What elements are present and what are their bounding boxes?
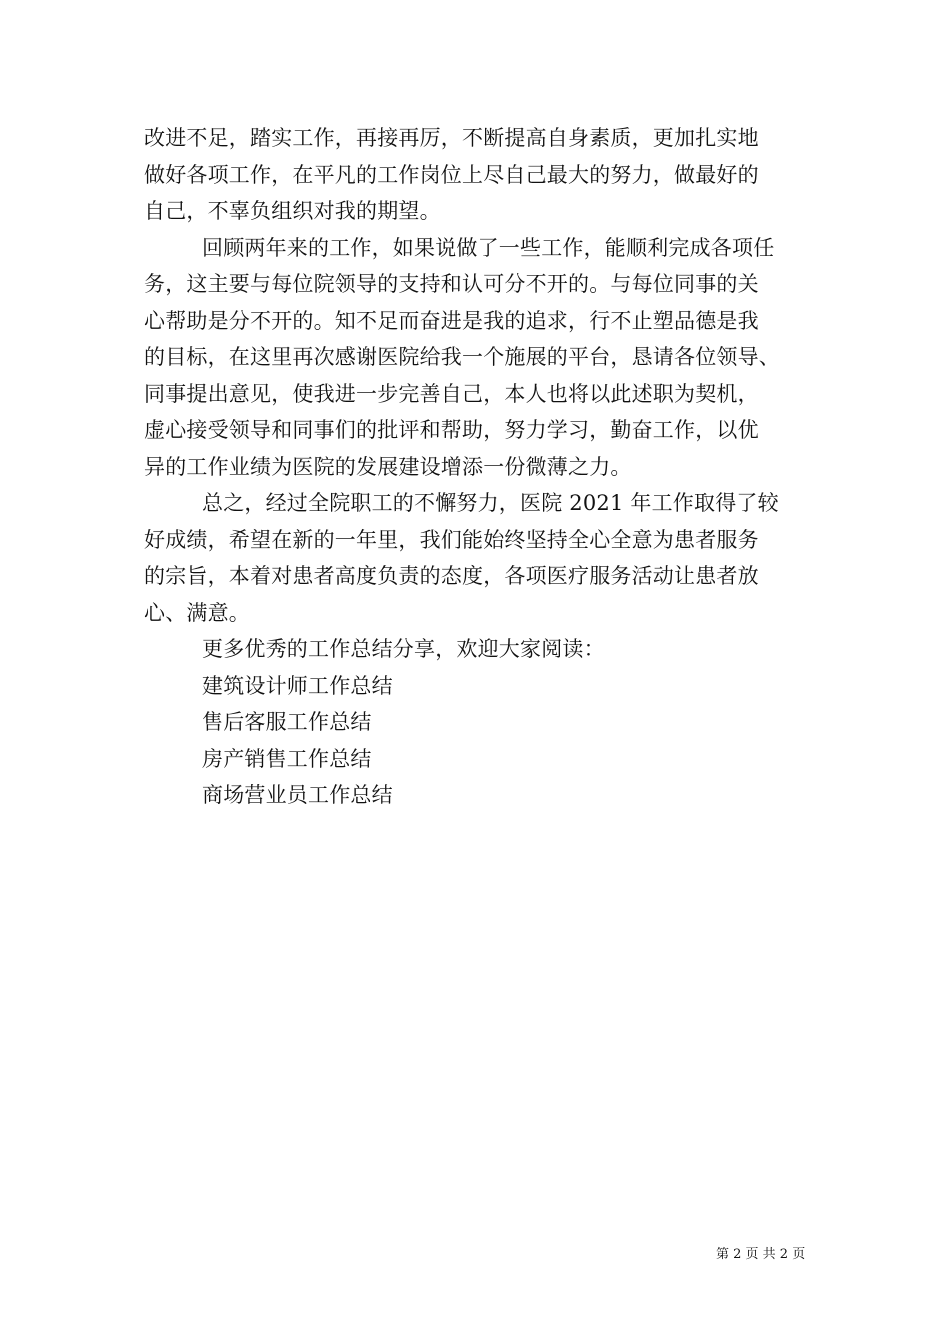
paragraph-summary [144,485,814,631]
text-line: 做好各项工作，在平凡的工作岗位上尽自己最大的努力，做最好的 [144,162,759,187]
related-link[interactable]: 房产销售工作总结 [202,746,372,771]
text-line: 异的工作业绩为医院的发展建设增添一份微薄之力。 [144,454,632,479]
paragraph-continuation [144,120,814,230]
more-intro: 更多优秀的工作总结分享，欢迎大家阅读： [202,637,605,661]
text-line: 的目标，在这里再次感谢医院给我一个施展的平台，恳请各位领导、 [144,345,780,369]
text-line: 回顾两年来的工作，如果说做了一些工作，能顺利完成各项任 [202,235,775,260]
related-link[interactable]: 商场营业员工作总结 [202,783,393,807]
text-line: 心帮助是分不开的。知不足而奋进是我的追求，行不止塑品德是我 [144,308,759,333]
text-line: 的宗旨，本着对患者高度负责的态度，各项医疗服务活动让患者放 [144,564,759,588]
related-link[interactable]: 售后客服工作总结 [202,710,372,734]
text-line: 自己，不辜负组织对我的期望。 [144,199,441,223]
text-line: 务，这主要与每位院领导的支持和认可分不开的。与每位同事的关 [144,272,759,296]
paragraph-review [144,230,814,486]
text-line: 改进不足，踏实工作，再接再厉，不断提高自身素质，更加扎实地 [144,126,759,150]
text-line: 心、满意。 [144,600,250,625]
text-line: 同事提出意见，使我进一步完善自己，本人也将以此述职为契机， [144,381,759,406]
text-line: 总之，经过全院职工的不懈努力，医院 2021 年工作取得了较 [202,491,779,515]
page-number: 第 2 页 共 2 页 [716,1247,806,1262]
document-body [144,120,814,814]
related-link[interactable]: 建筑设计师工作总结 [202,673,393,698]
text-line: 好成绩，希望在新的一年里，我们能始终坚持全心全意为患者服务 [144,527,759,552]
related-links-list [144,668,814,814]
text-line: 虚心接受领导和同事们的批评和帮助，努力学习，勤奋工作，以优 [144,418,759,442]
